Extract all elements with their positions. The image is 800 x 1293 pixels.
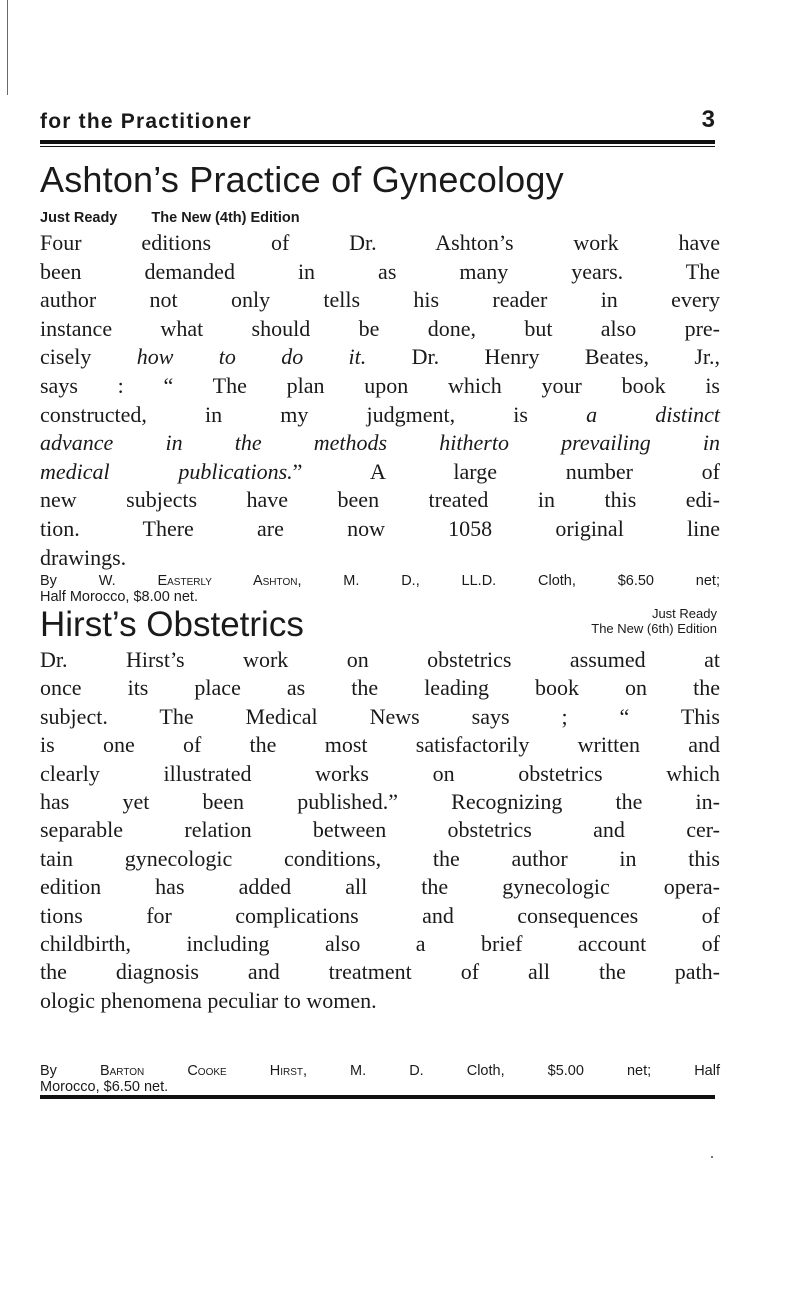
paper-speck [711,1156,713,1158]
footer-rule [40,1095,715,1099]
body-line: constructed, in my judgment, is a distinct [40,401,721,427]
body-line: been demanded in as many years. The [40,258,720,284]
hirst-status: Just Ready [651,606,717,621]
body-line: Four editions of Dr. Ashton’s work have [40,230,720,255]
body-line: ologic phenomena peculiar to women. [40,987,377,1013]
body-line: tion. There are now 1058 original line [40,515,720,541]
body-line: separable relation between obstetrics and cer- [40,817,720,843]
ashton-status: Just Ready [40,210,118,226]
hirst-byline-line2: Morocco, $6.50 net. [40,1079,169,1095]
ashton-byline [40,573,720,605]
body-line: author not only tells his reader in every [40,287,720,313]
body-line: subject. The Medical News says ; “ This [40,703,720,729]
body-line: drawings. [40,544,127,570]
body-line: tions for complications and consequences of [40,902,720,928]
hirst-meta [527,606,717,636]
page-number: 3 [701,106,715,133]
hirst-edition: The New (6th) Edition [591,621,717,636]
ashton-author: Easterly Ashton [157,573,298,589]
header-rule-thick [40,140,715,144]
hirst-byline-line1: By Barton Cooke Hirst, M. D. Cloth, $5.00 net; Half [40,1063,720,1079]
page-header [40,106,715,140]
body-line: medical publications.” A large number of [40,458,720,484]
body-line: childbirth, including also a brief account of [40,931,720,957]
ashton-description [40,229,720,572]
header-rule-thin [40,146,715,147]
page-edge-line [7,0,8,95]
body-line: once its place as the leading book on the [40,675,720,701]
ashton-meta [40,210,300,226]
ashton-edition: The New (4th) Edition [151,210,300,226]
body-line: cisely how to do it. Dr. Henry Beates, Jr., [40,344,721,370]
body-line: has yet been published.” Recognizing the in- [40,789,720,815]
body-line: instance what should be done, but also pre- [40,315,720,341]
body-line: edition has added all the gynecologic opera- [40,874,720,900]
hirst-description [40,646,720,1015]
body-line: advance in the methods hitherto prevailing in [40,430,720,456]
body-line: clearly illustrated works on obstetrics which [40,760,720,786]
body-line: says : “ The plan upon which your book is [40,372,720,398]
hirst-title: Hirst’s Obstetrics [40,605,304,644]
hirst-author: Barton Cooke Hirst [99,1063,303,1079]
ashton-byline-line2: Half Morocco, $8.00 net. [40,589,198,605]
running-head: for the Practitioner [40,110,252,133]
body-line: Dr. Hirst’s work on obstetrics assumed at [40,647,720,672]
body-line: tain gynecologic conditions, the author in this [40,845,720,871]
ashton-byline-line1: By W. Easterly Ashton, M. D., LL.D. Cloth, $6.50 net; [40,573,720,589]
body-line: the diagnosis and treatment of all the path- [40,959,720,985]
body-line: is one of the most satisfactorily written and [40,732,720,758]
ashton-title: Ashton’s Practice of Gynecology [40,159,564,200]
body-line: new subjects have been treated in this edi- [40,487,720,513]
hirst-byline [40,1063,720,1095]
